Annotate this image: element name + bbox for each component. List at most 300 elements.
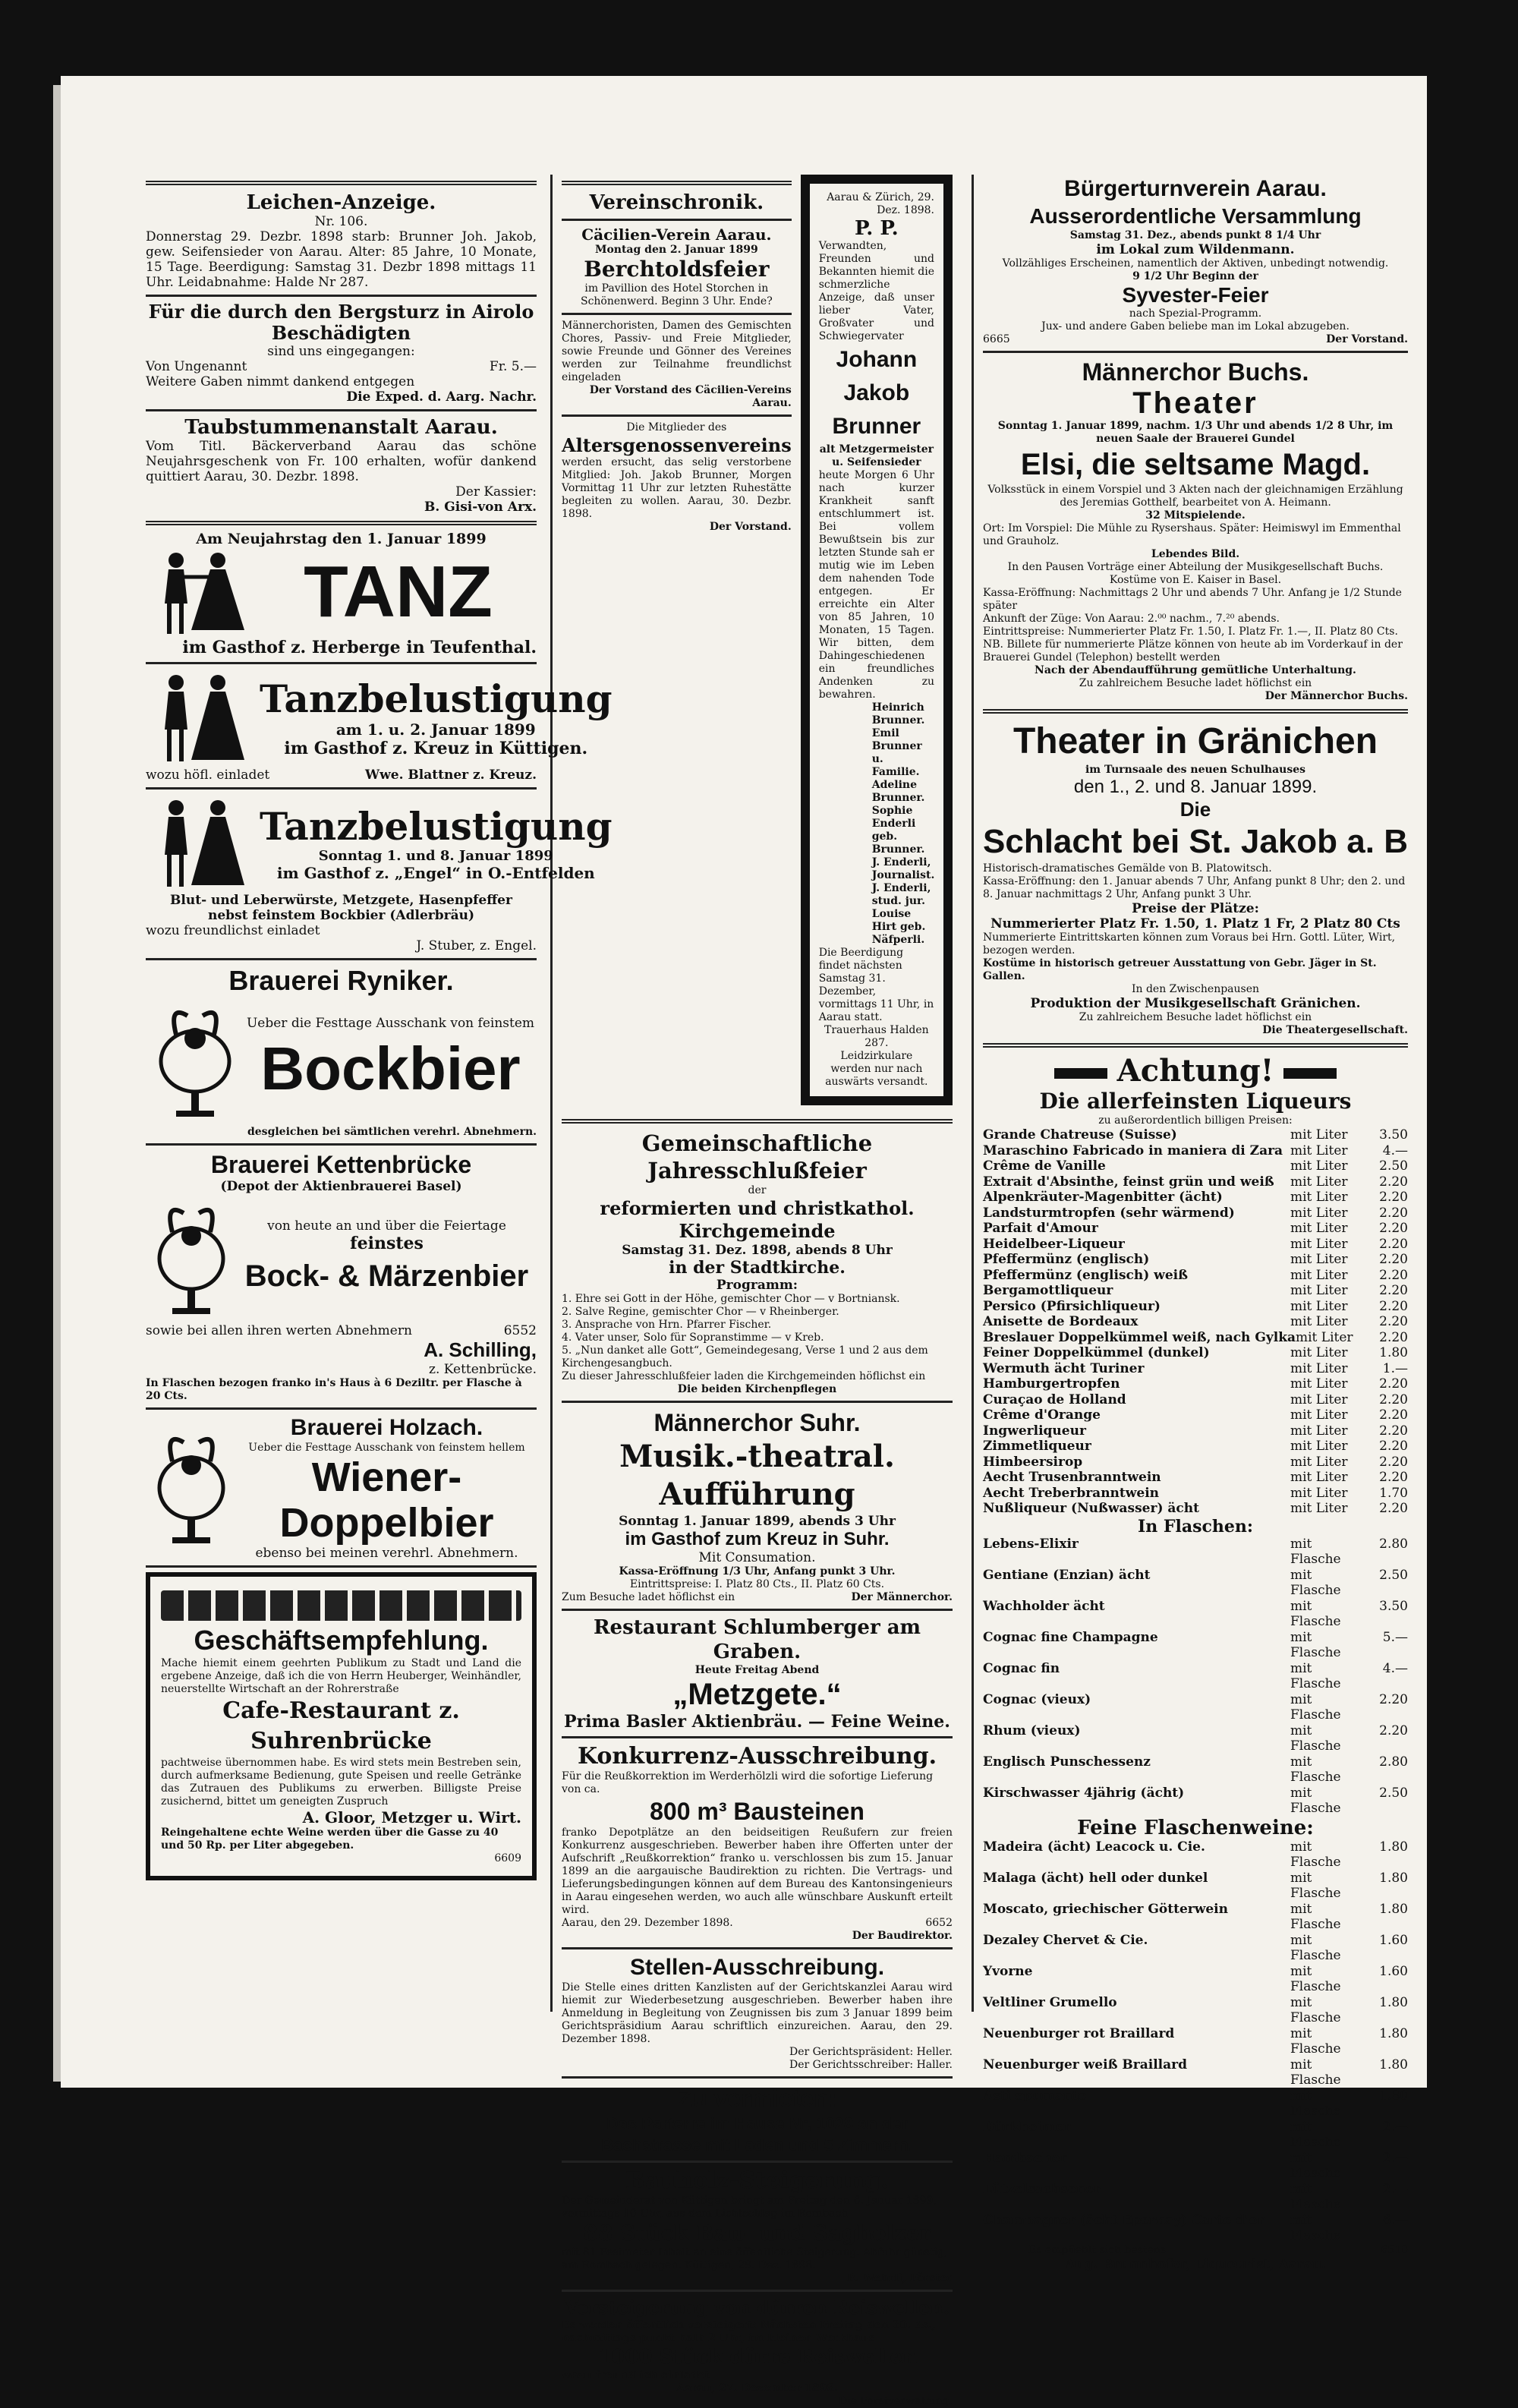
rule	[146, 521, 537, 525]
column-rule-2	[972, 175, 974, 2012]
item-price: 2.20	[1379, 1283, 1408, 1298]
suhr-place: im Gasthof zum Kreuz in Suhr.	[625, 1529, 890, 1549]
leichen-text: Donnerstag 29. Dezbr. 1898 starb: Brunner Joh. Jakob, gew. Seifensieder von Aarau. Alter: 85 Jahre, 10 Monate, 15 Tage. Beerdigung: Samstag 31. Dezbr 1898 mittags 11 Uhr. Leidabnahme: Halde Nr 287.	[146, 229, 537, 290]
item-name: Dürkheimer	[983, 2119, 1071, 2135]
item-unit: mit Flasche	[1290, 1691, 1341, 1722]
gesch-sign: A. Gloor, Metzger u. Wirt.	[302, 1808, 521, 1826]
suhr-title: Männerchor Suhr.	[653, 1409, 861, 1436]
item-name: Alpenkräuter-Magenbitter (ächt)	[983, 1190, 1223, 1205]
item-price: 2.20	[1379, 1470, 1408, 1485]
item-name: Aecht Treberbranntwein	[983, 1485, 1160, 1501]
item-price: 1.80	[1379, 2088, 1408, 2104]
item-unit: mit Liter	[1290, 1423, 1348, 1439]
ornament-border	[161, 1590, 521, 1621]
bauh-main: 88 Stück Bau- und Sagholzer	[583, 2220, 931, 2246]
bergsturz-notice	[146, 301, 537, 405]
buchs-kassa: Kassa-Eröffnung: Nachmittags 2 Uhr und abends 7 Uhr. Anfang je 1/2 Stunde später	[983, 587, 1402, 612]
black-bar-ornament	[1283, 1068, 1337, 1079]
ket-sign: A. Schilling,	[424, 1338, 537, 1361]
buchs-invite: Zu zahlreichem Besuche ladet höflichst ein	[1079, 677, 1312, 689]
price-row	[983, 1661, 1408, 1692]
buchs-zug: Ankunft der Züge: Von Aarau: 2.⁰⁰ nachm., 7.²⁰ abends.	[983, 613, 1280, 625]
item-unit: mit Flasche	[1290, 1870, 1341, 1901]
holz-sub: Ueber die Festtage Ausschank von feinstem hellem	[248, 1442, 525, 1454]
price-row	[983, 1143, 1408, 1159]
mourn-date: Aarau & Zürich, 29. Dez. 1898.	[827, 191, 934, 216]
bergsturz-title: Für die durch den Bergsturz in Airolo Beschädigten	[148, 301, 534, 344]
mourn-house: Trauerhaus Halden 287.	[824, 1024, 929, 1049]
item-unit: mit Liter	[1290, 1283, 1348, 1298]
rule	[562, 2076, 953, 2079]
item-name: Pfeffermünz (englisch)	[983, 1252, 1150, 1267]
tb1-invite: wozu höfl. einladet	[146, 767, 270, 783]
item-price: 5.—	[1382, 1629, 1408, 1645]
konk-num: 6652	[925, 1917, 953, 1929]
taubstummen-notice	[146, 416, 537, 515]
item-price: 2.—	[1382, 2181, 1408, 2197]
price-row	[983, 1871, 1408, 1902]
alt-title: Altersgenossenvereins	[562, 434, 792, 456]
dancing-couple-illustration	[146, 669, 260, 767]
bergsturz-more: Weitere Gaben nimmt dankend entgegen	[146, 374, 415, 389]
price-row	[983, 1995, 1408, 2026]
buchs-sign: Der Männerchor Buchs.	[1264, 690, 1408, 702]
gran-vorverk: Nummerierte Eintrittskarten können zum Voraus bei Hrn. Gottl. Lüter, Wirt, bezogen werden.	[983, 931, 1396, 957]
ket-bottle: In Flaschen bezogen franko in's Haus à 6 Deziltr. per Flasche à 20 Cts.	[146, 1377, 522, 1402]
family-member: J. Enderli, stud. jur.	[871, 882, 931, 907]
gran-die: Die	[1179, 798, 1211, 821]
price-row	[983, 1268, 1408, 1284]
item-name: Gentiane (Enzian) ächt	[983, 1567, 1151, 1583]
item-price: 4.—	[1382, 1660, 1408, 1676]
item-unit: mit Liter	[1290, 1501, 1348, 1516]
btv-sign: Der Vorstand.	[1326, 333, 1408, 345]
prog-foot: Zu dieser Jahresschlußfeier laden die Kirchgemeinden höflichst ein	[562, 1370, 926, 1382]
item-unit: mit Flasche	[1290, 1629, 1341, 1660]
buchs-desc: Volksstück in einem Vorspiel und 3 Akten nach der gleichnamigen Erzählung des Jeremias Gotthelf, bearbeitet von A. Heimann.	[987, 484, 1403, 509]
bauh-sign: R. Wehrli, Förster	[846, 2272, 953, 2284]
item-name: Zimmetliqueur	[983, 1439, 1091, 1454]
item-price: 6.—	[1382, 2212, 1408, 2228]
item-price: 1.—	[1382, 1360, 1408, 1376]
price-row	[983, 2057, 1408, 2088]
item-price: 2.20	[1379, 1190, 1408, 1205]
jahr-sub: reformierten und christkathol. Kirchgemeinde	[600, 1197, 915, 1242]
rule	[983, 1043, 1408, 1048]
buchs-pause: In den Pausen Vorträge einer Abteilung der Musikgesellschaft Buchs. Kostüme von E. Kaiser in Basel.	[1007, 561, 1384, 586]
ket-num: 6552	[503, 1323, 537, 1338]
price-row	[983, 1206, 1408, 1221]
item-name: Himbeersirop	[983, 1454, 1083, 1470]
item-unit: mit Flasche	[1290, 1754, 1341, 1785]
gran-preise: Preise der Plätze:	[1132, 901, 1259, 916]
item-name: Veltliner Grumello	[983, 1994, 1117, 2010]
item-unit: mit Liter	[1290, 1376, 1348, 1392]
suhr-sign: Der Männerchor.	[851, 1591, 953, 1603]
item-name: Lützelsachsener	[983, 2181, 1101, 2197]
tb1-sign: Wwe. Blattner z. Kreuz.	[365, 767, 537, 783]
item-price: 1.60	[1379, 1963, 1408, 1979]
dancing-couple-illustration	[146, 794, 260, 893]
price-row	[983, 1221, 1408, 1237]
price-row	[983, 1630, 1408, 1661]
gesch-main: Cafe-Restaurant z. Suhrenbrücke	[222, 1697, 460, 1754]
suhr-main: Musik.-theatral. Aufführung	[619, 1439, 895, 1512]
item-name: Champagner (ächt Epernay) Carte d'or	[983, 2212, 1264, 2228]
holz-foot: ebenso bei meinen verehrl. Abnehmern.	[255, 1546, 518, 1561]
buchs-date: Sonntag 1. Januar 1899, nachm. 1/3 Uhr und abends 1/2 8 Uhr, im neuen Saale der Brauerei Gundel	[997, 420, 1394, 445]
item-unit: mit Flasche	[1290, 1598, 1341, 1629]
item-price: 1.80	[1379, 1994, 1408, 2010]
rule	[983, 709, 1408, 714]
item-unit: mit Flasche	[1290, 1839, 1341, 1870]
price-row	[983, 1158, 1408, 1174]
item-price: 2.20	[1379, 1221, 1408, 1236]
liqueur-price-list	[983, 1127, 1408, 1517]
schlumberger-ad	[562, 1615, 953, 1732]
column-1	[146, 175, 613, 2012]
item-name: Landsturmtropfen (sehr wärmend)	[983, 1205, 1235, 1221]
gran-prod: Produktion der Musikgesellschaft Gränichen.	[1030, 996, 1361, 1011]
gran-play: Schlacht bei St. Jakob a. B	[983, 823, 1408, 860]
btv-text: Vollzähliges Erscheinen, namentlich der Aktiven, unbedingt notwendig.	[1002, 257, 1389, 269]
buchs-preis: Eintrittspreise: Nummerierter Platz Fr. 1.50, I. Platz Fr. 1.—, II. Platz 80 Cts.	[983, 626, 1398, 638]
liq-sub: zu außerordentlich billigen Preisen:	[1098, 1114, 1293, 1127]
tb2-beer: nebst feinstem Bockbier (Adlerbräu)	[208, 908, 474, 923]
btv-begin: 9 1/2 Uhr Beginn der	[1132, 270, 1258, 282]
item-name: Grande Chatreuse (Suisse)	[983, 1127, 1177, 1143]
item-name: Neuenburger weiß Braillard	[983, 2057, 1187, 2072]
taub-text: Vom Titl. Bäckerverband Aarau das schöne Neujahrsgeschenk von Fr. 100 erhalten, wofür dankend quittiert Aarau, 30. Dezbr. 1898.	[146, 439, 537, 484]
tanzbelustigung-entfelden	[146, 794, 613, 953]
price-row	[983, 1470, 1408, 1486]
zu-vermieten-ad	[562, 2083, 953, 2156]
item-name: Yvorne	[983, 1963, 1033, 1979]
item-name: Persico (Pfirsichliqueur)	[983, 1298, 1161, 1314]
tb1-title: Tanzbelustigung	[260, 676, 613, 721]
item-price: 2.80	[1379, 1536, 1408, 1552]
item-name: Cognac fine Champagne	[983, 1629, 1158, 1645]
gesch-title: Geschäftsempfehlung.	[194, 1625, 489, 1656]
rule	[562, 181, 792, 185]
price-row	[983, 1692, 1408, 1723]
btv-title: Bürgerturnverein Aarau.	[1064, 176, 1327, 201]
rule	[562, 1401, 953, 1403]
item-unit: mit Liter	[1290, 1470, 1348, 1485]
item-price: 2.20	[1379, 1691, 1408, 1707]
schl-sub: Heute Freitag Abend	[694, 1664, 820, 1676]
item-unit: mit Liter	[1290, 1127, 1348, 1143]
mourn-name: Johann Jakob Brunner	[832, 347, 921, 439]
liq-main: Die allerfeinsten Liqueurs	[1039, 1089, 1352, 1114]
stel-text: Die Stelle eines dritten Kanzlisten auf der Gerichtskanzlei Aarau wird hiemit zur Wiederbesetzung ausgeschrieben. Bewerber haben ihre Anmeldung in Begleitung von Zeugnissen bis zum 3 Januar 1899 beim Gerichtspräsidium Aarau schriftlich einzureichen. Aarau, den 29. Dezember 1898.	[562, 1981, 953, 2045]
tb2-title: Tanzbelustigung	[260, 803, 613, 849]
price-row	[983, 1599, 1408, 1630]
item-price: 1.80	[1379, 1901, 1408, 1917]
item-unit: mit Flasche	[1290, 1567, 1341, 1598]
item-price: 2.50	[1379, 1785, 1408, 1801]
ryn-foot: desgleichen bei sämtlichen verehrl. Abnehmern.	[247, 1126, 537, 1138]
ket-depot: (Depot der Aktienbrauerei Basel)	[220, 1179, 462, 1194]
page-edge	[53, 85, 61, 2082]
item-name: Rhum (vieux)	[983, 1722, 1081, 1738]
item-name: Maraschino Fabricado in maniera di Zara	[983, 1143, 1283, 1158]
schl-main: „Metzgete.“	[672, 1678, 842, 1711]
item-price: 3.50	[1379, 1598, 1408, 1614]
item-name: Parfait d'Amour	[983, 1221, 1098, 1236]
price-row	[983, 1754, 1408, 1786]
verein-title: Vereinschronik.	[589, 191, 764, 214]
taub-role: Der Kassier:	[455, 484, 537, 500]
price-row	[983, 1361, 1408, 1377]
price-row	[983, 1376, 1408, 1392]
item-price: 2.20	[1379, 1376, 1408, 1392]
buergerturnverein-ad	[983, 175, 1408, 346]
leichen-anzeige	[146, 191, 537, 290]
item-unit: mit Liter	[1290, 1190, 1348, 1205]
ket-title: Brauerei Kettenbrücke	[210, 1151, 472, 1178]
item-price: 2.20	[1379, 1252, 1408, 1267]
item-name: Madeira (ächt) Leacock u. Cie.	[983, 1839, 1205, 1855]
item-price: 2.—	[1382, 2150, 1408, 2166]
family-member: Emil Brunner u. Familie.	[871, 727, 922, 778]
column-2	[562, 175, 953, 2407]
item-name: Lebens-Elixir	[983, 1536, 1079, 1552]
gran-sign: Die Theatergesellschaft.	[1262, 1024, 1408, 1036]
item-unit: mit Liter	[1295, 1329, 1353, 1345]
ket-sub2: feinstes	[350, 1234, 424, 1253]
item-name: Neuenburger rot Braillard	[983, 2025, 1175, 2041]
item-price: 1.80	[1379, 2057, 1408, 2072]
prog-item: 4. Vater unser, Solo für Sopranstimme — v Kreb.	[562, 1332, 824, 1344]
item-name: Cognac (vieux)	[983, 1691, 1091, 1707]
gran-preis: Nummerierter Platz Fr. 1.50, 1. Platz 1 Fr, 2 Platz 80 Cts	[990, 916, 1400, 931]
item-unit: mit Liter	[1290, 1314, 1348, 1329]
column-3	[983, 175, 1408, 2272]
prog-item: 2. Salve Regine, gemischter Chor — v Rheinberger.	[562, 1306, 839, 1318]
rule	[146, 295, 537, 297]
jahr-date: Samstag 31. Dez. 1898, abends 8 Uhr	[622, 1243, 893, 1258]
caec-sign: Der Vorstand des Cäcilien-Vereins Aarau.	[589, 384, 792, 409]
mourn-family	[819, 701, 934, 947]
price-row	[983, 1314, 1408, 1330]
price-row	[983, 1839, 1408, 1871]
btv-prog: nach Spezial-Programm.	[1129, 307, 1262, 320]
prog-title: Programm:	[716, 1278, 798, 1293]
prog-item: 1. Ehre sei Gott in der Höhe, gemischter Chor — v Bortniansk.	[562, 1293, 900, 1305]
item-name: Nußliqueur (Nußwasser) ächt	[983, 1501, 1199, 1516]
price-row	[983, 1407, 1408, 1423]
rule	[146, 1565, 537, 1568]
item-name: Moscato, griechischer Götterwein	[983, 1901, 1228, 1917]
item-name: Feiner Doppelkümmel (dunkel)	[983, 1345, 1210, 1360]
goat-glass-illustration	[146, 997, 244, 1126]
prog-sign: Die beiden Kirchenpflegen	[677, 1383, 837, 1395]
mourn-note: Leidzirkulare werden nur nach auswärts versandt.	[825, 1050, 928, 1088]
item-unit: mit Flasche	[1290, 1994, 1341, 2025]
konk-title: Konkurrenz-Ausschreibung.	[577, 1743, 937, 1770]
item-name: Malaga (ächt) hell oder dunkel	[983, 1870, 1208, 1886]
taub-sign: B. Gisi-von Arx.	[424, 500, 537, 515]
item-name: Crême de Vanille	[983, 1158, 1106, 1174]
rule	[983, 351, 1408, 353]
mourn-pp: P. P.	[855, 217, 899, 240]
buchs-nb: NB. Billete für nummerierte Plätze können von heute ab im Vorderkauf in der Brauerei Gundel (Telephon) bestellt werden	[983, 638, 1403, 663]
item-price: 2.20	[1379, 1454, 1408, 1470]
item-unit: mit Flasche	[1290, 2119, 1341, 2150]
caec-title: Cäcilien-Verein Aarau.	[581, 225, 772, 244]
price-row	[983, 2151, 1408, 2182]
suhr-kassa: Kassa-Eröffnung 1/3 Uhr, Anfang punkt 3 Uhr.	[619, 1565, 896, 1577]
item-price: 2.20	[1379, 1205, 1408, 1221]
bauholz-steigerung	[562, 2167, 953, 2285]
price-row	[983, 1786, 1408, 1817]
item-price: 2.20	[1379, 1298, 1408, 1314]
brauerei-holzach-ad	[146, 1414, 537, 1561]
item-price: 2.20	[1379, 1501, 1408, 1516]
rule	[146, 787, 537, 790]
item-price: 1.80	[1379, 1870, 1408, 1886]
price-row	[983, 1568, 1408, 1599]
caec-text: im Pavillion des Hotel Storchen in Schönenwerd. Beginn 3 Uhr. Ende?	[580, 282, 773, 307]
konk-main: 800 m³ Bausteinen	[650, 1798, 865, 1825]
konk-date: Aarau, den 29. Dezember 1898.	[562, 1917, 733, 1929]
liq-title: Achtung!	[1116, 1053, 1274, 1089]
item-price: 2.20	[1379, 1423, 1408, 1439]
item-price: 1.60	[1379, 1932, 1408, 1948]
stel-sign2: Der Gerichtsschreiber: Haller.	[789, 2059, 953, 2071]
liq-sign: Aug. Brunnhofer, Liqueurist, Aarau.	[1064, 2256, 1327, 2272]
price-row	[983, 1345, 1408, 1361]
bergsturz-amount: Fr. 5.—	[489, 359, 537, 374]
bergsturz-donor: Von Ungenannt	[146, 359, 247, 374]
rule	[562, 1119, 953, 1124]
tanzbelustigung-kuettigen	[146, 669, 613, 783]
rule	[562, 2161, 953, 2163]
bottle-price-list	[983, 1537, 1408, 1817]
price-row	[983, 2120, 1408, 2151]
item-name: Hamburgertropfen	[983, 1376, 1120, 1392]
maennerchor-suhr-ad	[562, 1407, 953, 1604]
buchs-title: Männerchor Buchs.	[1082, 358, 1309, 386]
stel-sign1: Der Gerichtspräsident: Heller.	[789, 2046, 953, 2058]
suhr-preis: Eintrittspreise: I. Platz 80 Cts., II. Platz 60 Cts.	[629, 1578, 885, 1590]
item-name: Extrait d'Absinthe, feinst grün und weiß	[983, 1174, 1274, 1190]
price-row	[983, 1486, 1408, 1502]
liq-num: 6510	[1381, 2243, 1408, 2256]
caec-date: Montag den 2. Januar 1899	[594, 244, 758, 256]
tb1-date: am 1. u. 2. Januar 1899	[335, 720, 536, 739]
item-unit: mit Flasche	[1290, 1963, 1341, 1994]
item-name: Englisch Punschessenz	[983, 1754, 1151, 1770]
wine-price-list	[983, 1839, 1408, 2244]
item-unit: mit Liter	[1290, 1205, 1348, 1221]
item-price: 2.50	[1379, 1158, 1408, 1174]
price-row	[983, 1964, 1408, 1995]
mourn-text: Verwandten, Freunden und Bekannten hiemit die schmerzliche Anzeige, daß unser lieber Vater, Großvater und Schwiegervater	[818, 240, 934, 342]
item-unit: mit Flasche	[1290, 2025, 1341, 2057]
jahr-der: der	[748, 1184, 767, 1196]
brauerei-ryniker-ad	[146, 965, 537, 1139]
item-unit: mit Flasche	[1290, 1722, 1341, 1754]
item-unit: mit Flasche	[1290, 2088, 1341, 2119]
item-unit: mit Flasche	[1290, 2212, 1341, 2243]
leichen-title: Leichen-Anzeige.	[246, 191, 436, 214]
reis-main: 1000 Stück dürre Reiswellen	[597, 2346, 917, 2369]
gran-place: im Turnsaale des neuen Schulhauses	[1085, 764, 1306, 776]
item-price: 2.20	[1379, 1267, 1408, 1283]
item-unit: mit Liter	[1290, 1392, 1348, 1407]
item-price: 1.70	[1379, 1485, 1408, 1501]
holz-title: Brauerei Holzach.	[290, 1415, 483, 1440]
caec-text2: Männerchoristen, Damen des Gemischten Chores, Passiv- und Freie Mitglieder, sowie Freunde und Gönner des Vereines werden zur Teilnahme freundlichst eingeladen	[562, 320, 792, 383]
item-name: Anisette de Bordeaux	[983, 1314, 1138, 1329]
tb2-food: Blut- und Leberwürste, Metzgete, Hasenpfeffer	[170, 893, 512, 908]
jahr-title: Gemeinschaftliche Jahresschlußfeier	[641, 1130, 873, 1184]
item-price: 1.80	[1379, 1839, 1408, 1855]
item-unit: mit Liter	[1290, 1221, 1348, 1236]
gran-title: Theater in Gränichen	[1013, 721, 1378, 761]
item-price: 1.80	[1379, 1345, 1408, 1360]
buchs-play: Elsi, die seltsame Magd.	[1020, 448, 1371, 481]
item-unit: mit Flasche	[1290, 1932, 1341, 1963]
family-member: Adeline Brunner.	[871, 779, 925, 804]
item-unit: mit Liter	[1290, 1360, 1348, 1376]
item-price: 2.20	[1379, 1722, 1408, 1738]
buchs-unter: Nach der Abendaufführung gemütliche Unterhaltung.	[1035, 664, 1356, 676]
reiswellen-versteigerung	[562, 2296, 953, 2408]
ryn-main: Bockbier	[260, 1035, 521, 1102]
item-price: 2.50	[1379, 1567, 1408, 1583]
tanz-head: Am Neujahrstag den 1. Januar 1899	[196, 531, 487, 547]
ket-main: Bock- & Märzenbier	[244, 1259, 529, 1293]
bergsturz-sub: sind uns eingegangen:	[267, 344, 415, 359]
alt-sign: Der Vorstand.	[709, 521, 792, 533]
tb2-place: im Gasthof z. „Engel“ in O.-Entfelden	[276, 863, 595, 882]
price-row	[983, 1933, 1408, 1964]
rule	[146, 1143, 537, 1146]
item-price: 2.20	[1379, 1314, 1408, 1329]
gesch-foot: Reingehaltene echte Weine werden über die Gasse zu 40 und 50 Rp. per Liter abgegeben.	[161, 1826, 499, 1852]
taub-title: Taubstummenanstalt Aarau.	[184, 416, 498, 439]
item-unit: mit Liter	[1290, 1158, 1348, 1174]
leichen-number: Nr. 106.	[314, 214, 368, 229]
jahr-place: in der Stadtkirche.	[669, 1258, 846, 1278]
schl-title: Restaurant Schlumberger am Graben.	[593, 1616, 921, 1663]
dancing-couple-illustration	[146, 547, 260, 638]
rule	[562, 414, 792, 417]
buchs-ort: Ort: Im Vorspiel: Die Mühle zu Rysershaus. Später: Heimiswyl im Emmenthal und Grauholz.	[983, 522, 1401, 547]
item-price: 2.20	[1379, 1407, 1408, 1423]
item-unit: mit Flasche	[1290, 2150, 1341, 2181]
gran-pause: In den Zwischenpausen	[1131, 983, 1260, 995]
price-row	[983, 1252, 1408, 1268]
stel-title: Stellen-Ausschreibung.	[629, 1955, 885, 1980]
bergsturz-sign: Die Exped. d. Aarg. Nachr.	[346, 389, 537, 405]
schl-foot: Prima Basler Aktienbräu. — Feine Weine.	[564, 1712, 950, 1732]
family-member: Sophie Enderli geb. Brunner.	[871, 805, 925, 856]
mourn-role: alt Metzgermeister u. Seifensieder	[819, 443, 934, 468]
rule	[562, 2290, 953, 2292]
reis-text: Es werden öffentlich versteigert: Nächsten Freitag den 30. ds., nachmittags punkt halb 2 Uhr, im kleinen Werkhaus	[562, 2319, 936, 2344]
item-price: 2.20	[1379, 1236, 1408, 1252]
rule	[146, 409, 537, 411]
item-price: 4.—	[1382, 1143, 1408, 1158]
caec-main: Berchtoldsfeier	[584, 257, 770, 282]
suhr-date: Sonntag 1. Januar 1899, abends 3 Uhr	[619, 1514, 896, 1529]
column-rule-1	[550, 175, 553, 2012]
item-name: Heidelbeer-Liqueur	[983, 1236, 1125, 1252]
